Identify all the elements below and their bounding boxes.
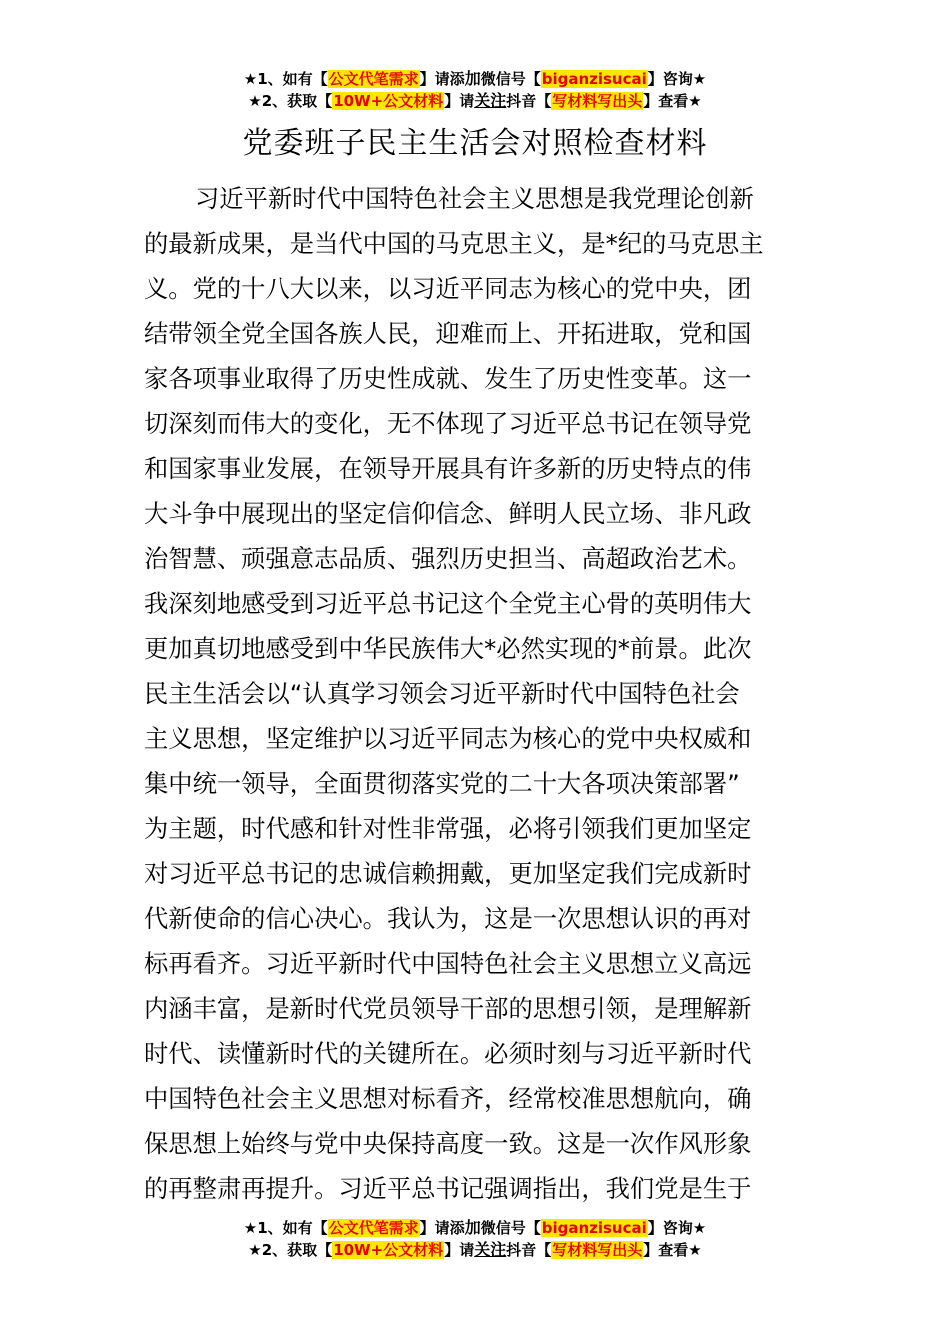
body-line: 为主题，时代感和针对性非常强，必将引领我们更加坚定 (144, 814, 752, 843)
wechat-id-highlight: biganzisucai (541, 70, 647, 88)
body-line: 内涵丰富，是新时代党员领导干部的思想引领，是理解新 (144, 994, 752, 1023)
body-line: 结带领全党全国各族人民，迎难而上、开拓进取，党和国 (144, 319, 752, 348)
body-line: 和国家事业发展，在领导开展具有许多新的历史特点的伟 (144, 454, 752, 483)
body-line: 治智慧、顽强意志品质、强烈历史担当、高超政治艺术。 (144, 544, 752, 573)
body-line: 标再看齐。习近平新时代中国特色社会主义思想立义高远 (144, 949, 752, 978)
header-promo-line-2: ★2、获取【10W+公文材料】请关注抖音【写材料写出头】查看★ (248, 91, 702, 110)
body-line: 的最新成果，是当代中国的马克思主义，是*纪的马克思主 (144, 229, 764, 258)
body-line: 切深刻而伟大的变化，无不体现了习近平总书记在领导党 (144, 409, 752, 438)
body-line: 时代、读懂新时代的关键所在。必须时刻与习近平新时代 (144, 1039, 752, 1068)
body-line: 家各项事业取得了历史性成就、发生了历史性变革。这一 (144, 364, 752, 393)
document-body (144, 176, 808, 1211)
service-highlight: 公文代笔需求 (328, 1219, 419, 1237)
service-highlight: 公文代笔需求 (328, 70, 419, 88)
wechat-id-highlight: biganzisucai (541, 1219, 647, 1237)
materials-highlight: 10W+公文材料 (333, 92, 444, 110)
body-line: 集中统一领导，全面贯彻落实党的二十大各项决策部署” (144, 769, 740, 798)
document-title: 党委班子民主生活会对照检查材料 (242, 126, 708, 161)
body-line: 代新使命的信心决心。我认为，这是一次思想认识的再对 (144, 904, 752, 933)
footer-promo (0, 1217, 950, 1261)
douyin-id-highlight: 写材料写出头 (552, 92, 643, 110)
body-line: 大斗争中展现出的坚定信仰信念、鲜明人民立场、非凡政 (144, 499, 752, 528)
body-line: 保思想上始终与党中央保持高度一致。这是一次作风形象 (144, 1129, 752, 1158)
body-line: 我深刻地感受到习近平总书记这个全党主心骨的英明伟大 (144, 589, 752, 618)
materials-highlight: 10W+公文材料 (333, 1241, 444, 1259)
footer-promo-line-1: ★1、如有【公文代笔需求】请添加微信号【biganzisucai】咨询★ (243, 1218, 707, 1237)
body-line: 义。党的十八大以来，以习近平同志为核心的党中央，团 (144, 274, 752, 303)
body-line: 主义思想，坚定维护以习近平同志为核心的党中央权威和 (144, 724, 752, 753)
body-line: 习近平新时代中国特色社会主义思想是我党理论创新 (195, 184, 754, 213)
body-line: 中国特色社会主义思想对标看齐，经常校准思想航向，确 (144, 1084, 752, 1113)
header-promo-line-1: ★1、如有【公文代笔需求】请添加微信号【biganzisucai】咨询★ (243, 69, 707, 88)
body-line: 的再整肃再提升。习近平总书记强调指出，我们党是生于 (144, 1174, 752, 1203)
douyin-id-highlight: 写材料写出头 (552, 1241, 643, 1259)
header-promo (0, 68, 950, 112)
body-line: 对习近平总书记的忠诚信赖拥戴，更加坚定我们完成新时 (144, 859, 752, 888)
footer-promo-line-2: ★2、获取【10W+公文材料】请关注抖音【写材料写出头】查看★ (248, 1240, 702, 1259)
body-line: 更加真切地感受到中华民族伟大*必然实现的*前景。此次 (144, 634, 752, 663)
body-line: 民主生活会以“认真学习领会习近平新时代中国特色社会 (144, 679, 740, 708)
